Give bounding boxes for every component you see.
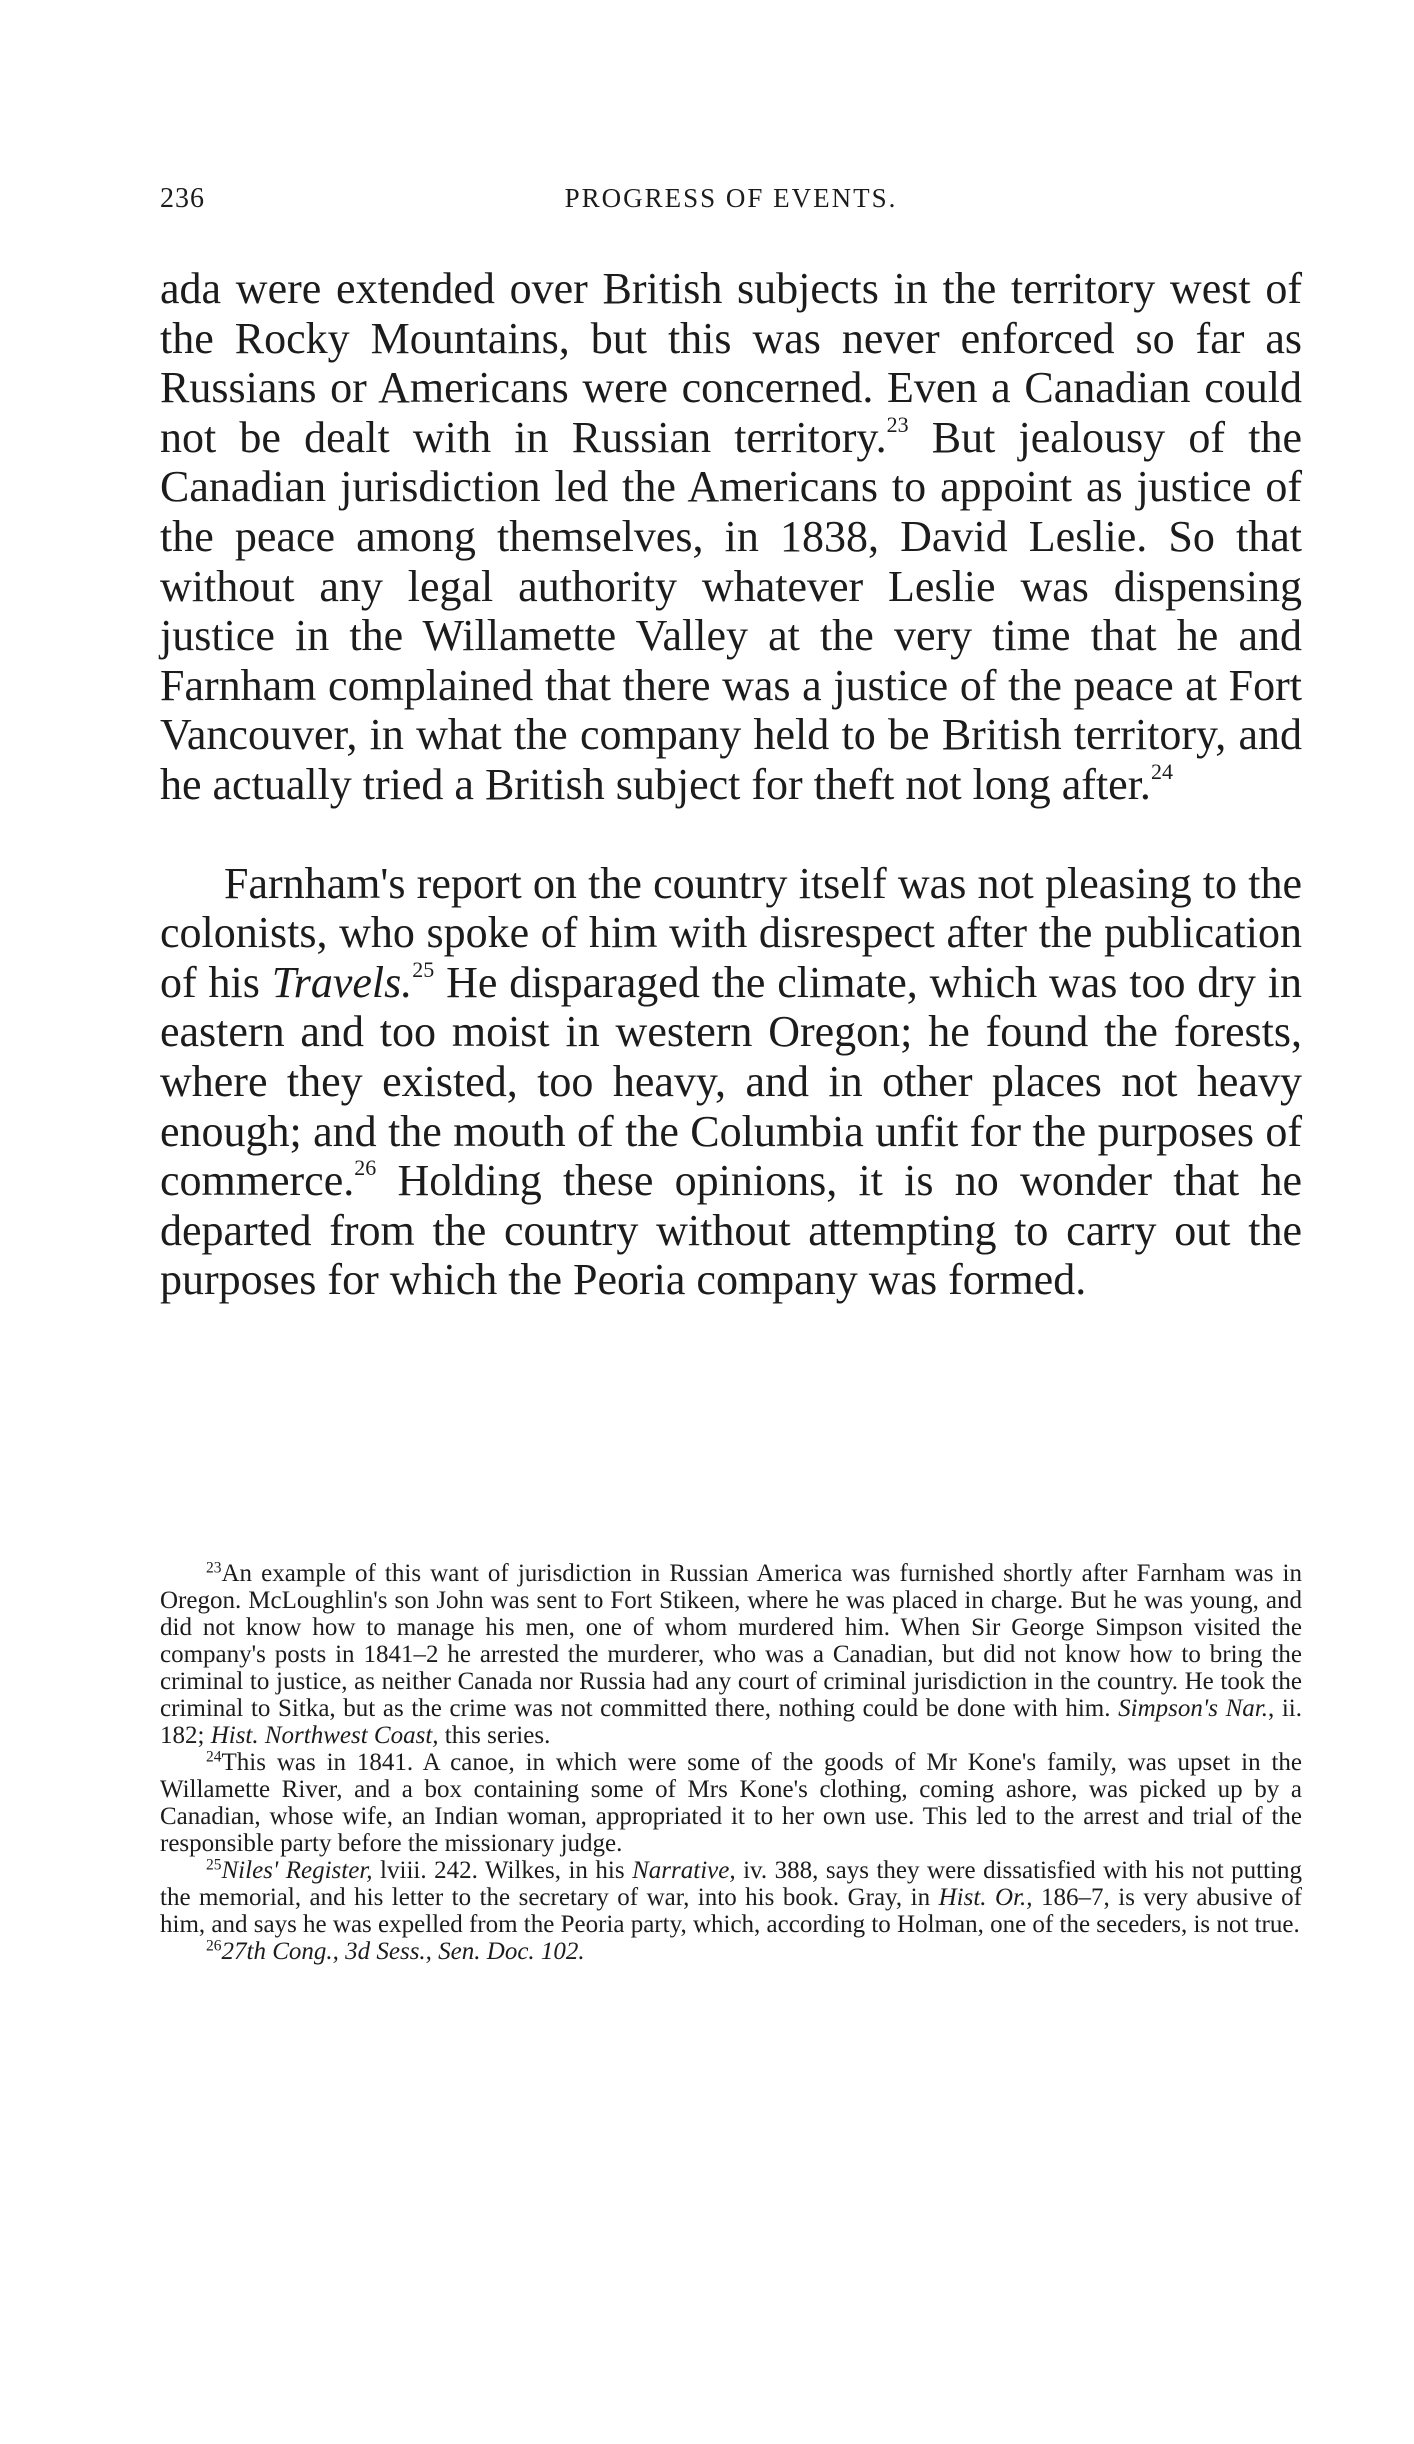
footnote-25: $^{25}$Niles' Register, lviii. 242. Wilkes, in his Narrative, iv. 388, says they were dissatisfied with his not putting the memorial, and his letter to the secretary of war, into his book. Gray, in Hist. Or., 186–7, is very abusive of him, and says he was expelled from the Peoria party, which, according to Holman, one of the seceders, is not true. <box>160 1856 1303 1938</box>
footnote-23: $^{23}$An example of this want of jurisdiction in Russian America was furnished shortly after Farnham was in Oregon. McLoughlin's son John was sent to Fort Stikeen, where he was placed in charge. But he was young, and did not know how to manage his men, one of whom murdered him. When Sir George Simpson visited the company's posts in 1841–2 he arrested the murderer, who was a Canadian, but did not know how to bring the criminal to justice, as neither Canada nor Russia had any court of criminal jurisdiction in the country. He took the criminal to Sitka, but as the crime was not committed there, nothing could be done with him. Simpson's Nar., ii. 182; Hist. Northwest Coast, this series. <box>160 1559 1302 1749</box>
footnotes <box>160 1560 1302 1965</box>
footnote-24: $^{24}$This was in 1841. A canoe, in which were some of the goods of Mr Kone's family, was upset in the Willamette River, and a box containing some of Mrs Kone's clothing, coming ashore, was picked up by a Canadian, whose wife, an Indian woman, appropriated it to her own use. This led to the arrest and trial of the responsible party before the missionary judge. <box>160 1748 1302 1857</box>
footnote-ref-25: 25 <box>412 956 435 982</box>
page-number: 236 <box>160 183 205 214</box>
footnote-ref-24: 24 <box>1150 759 1173 785</box>
paragraph-1: ada were extended over British subjects in the territory west of the Rocky Mountains, but this was never enforced so far as Russians or Americans were concerned. Even a Canadian could not be dealt with in Russian territory.$^{23}$ But jealousy of the Canadian jurisdiction led the Americans to appoint as justice of the peace among themselves, in 1838, David Leslie. So that without any legal authority whatever Leslie was dispensing justice in the Willamette Valley at the very time that he and Farnham complained that there was a justice of the peace at Fort Vancouver, in what the company held to be British territory, and he actually tried a British subject for theft not long after.$^{24}$ <box>160 264 1302 809</box>
running-head <box>160 183 1302 223</box>
footnote-ref-23: 23 <box>886 411 909 437</box>
main-text <box>160 264 1302 1305</box>
book-page <box>160 0 1302 2444</box>
paragraph-2: Farnham's report on the country itself was not pleasing to the colonists, who spoke of him with disrespect after the publication of his Travels.$^{25}$ He disparaged the climate, which was too dry in eastern and too moist in western Oregon; he found the forests, where they existed, too heavy, and in other places not heavy enough; and the mouth of the Columbia unfit for the purposes of commerce.$^{26}$ Holding these opinions, it is no wonder that he departed from the country without attempting to carry out the purposes for which the Peoria company was formed. <box>160 858 1302 1305</box>
footnote-26: $^{26}$27th Cong., 3d Sess., Sen. Doc. 102. <box>206 1937 585 1965</box>
footnote-ref-26: 26 <box>354 1155 377 1181</box>
running-title: PROGRESS OF EVENTS. <box>564 183 898 213</box>
